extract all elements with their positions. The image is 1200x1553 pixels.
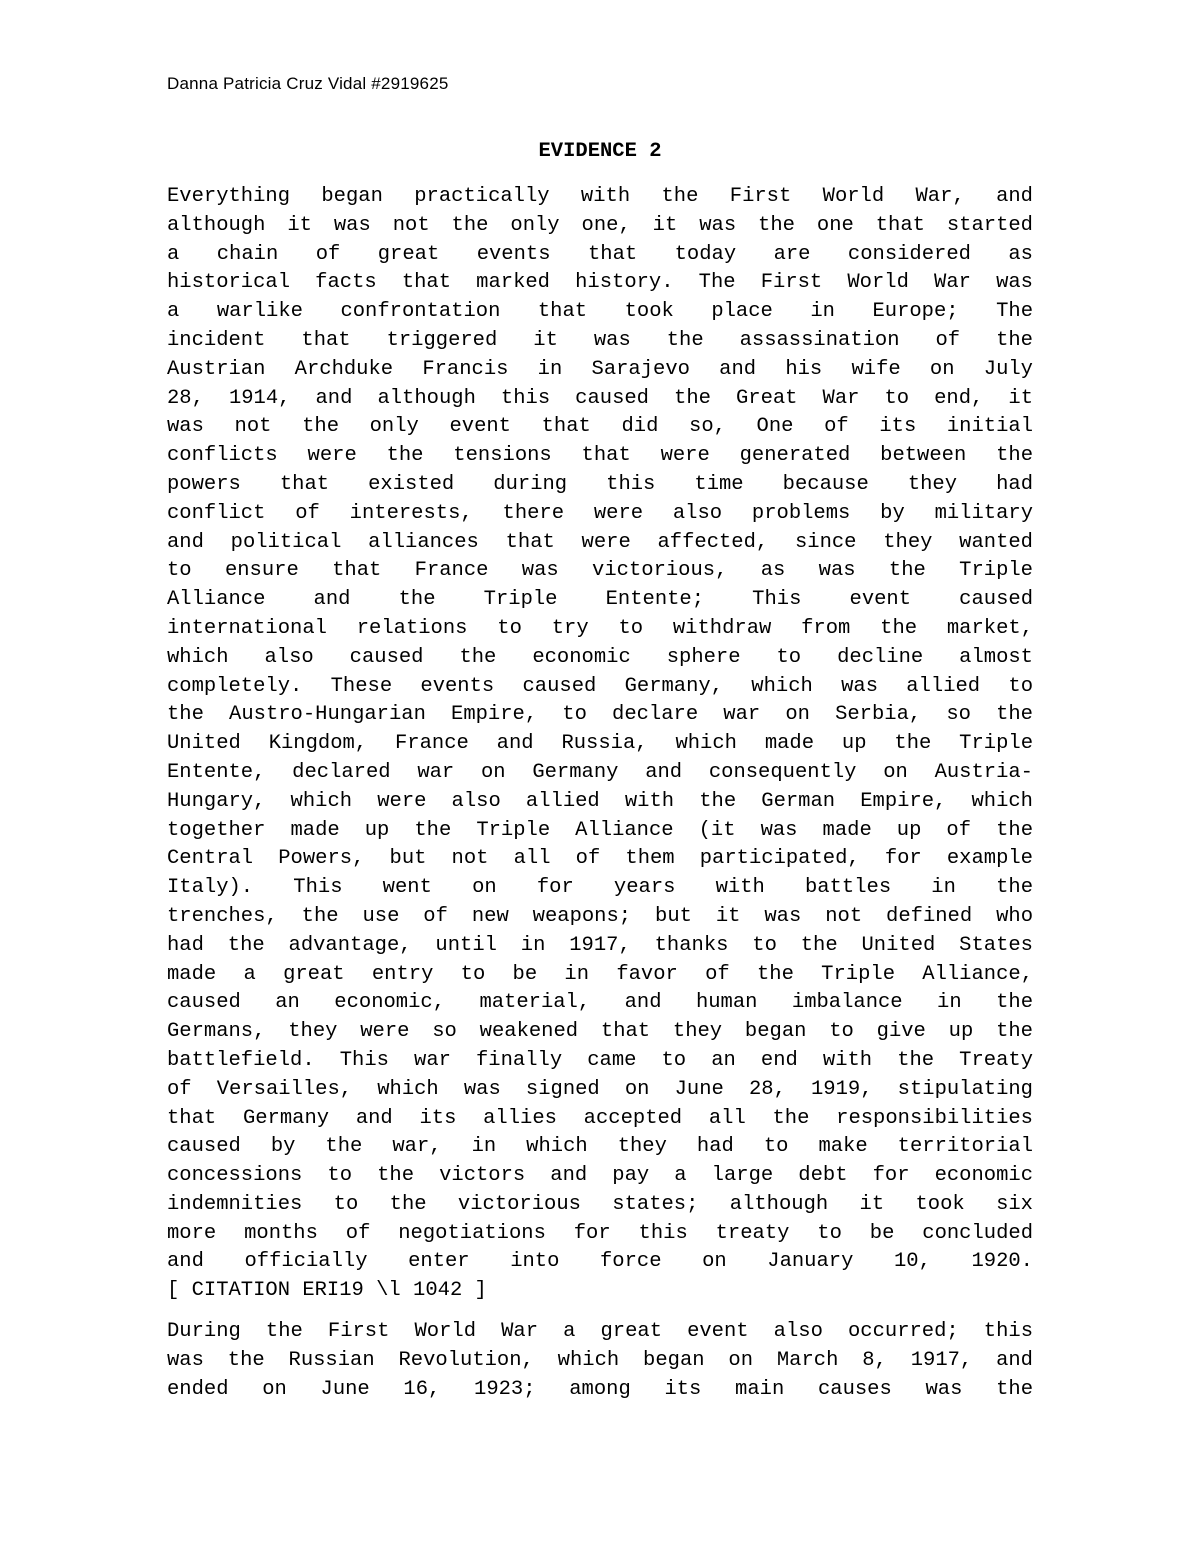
text-line: Hungary, which were also allied with the German Empire, which <box>167 789 1033 813</box>
text-line: of Versailles, which was signed on June 28, 1919, stipulating <box>167 1077 1033 1101</box>
text-line: Austrian Archduke Francis in Sarajevo and his wife on July <box>167 357 1033 381</box>
text-line: Alliance and the Triple Entente; This event caused <box>167 588 1033 612</box>
text-line: Italy). This went on for years with battles in the <box>167 876 1033 900</box>
author-header: Danna Patricia Cruz Vidal #2919625 <box>167 74 449 93</box>
text-line: Germans, they were so weakened that they began to give up the <box>167 1020 1033 1044</box>
text-line: During the First World War a great event also occurred; this <box>167 1320 1033 1343</box>
text-line: incident that triggered it was the assassination of the <box>167 328 1033 352</box>
text-line: that Germany and its allies accepted all the responsibilities <box>167 1106 1033 1130</box>
text-line: 28, 1914, and although this caused the Great War to end, it <box>167 386 1033 410</box>
text-line: battlefield. This war finally came to an end with the Treaty <box>167 1048 1033 1072</box>
text-line: indemnities to the victorious states; although it took six <box>167 1192 1033 1216</box>
text-line: had the advantage, until in 1917, thanks to the United States <box>167 933 1033 957</box>
text-line: was the Russian Revolution, which began on March 8, 1917, and <box>167 1348 1033 1372</box>
text-line: and officially enter into force on January 10, 1920. <box>167 1250 1033 1274</box>
text-line: although it was not the only one, it was the one that started <box>167 213 1033 237</box>
text-line: caused an economic, material, and human imbalance in the <box>167 991 1033 1015</box>
text-line: and political alliances that were affected, since they wanted <box>167 530 1033 554</box>
document-title: EVIDENCE 2 <box>538 140 662 163</box>
text-line: more months of negotiations for this treaty to be concluded <box>167 1221 1033 1245</box>
text-line: concessions to the victors and pay a large debt for economic <box>167 1164 1033 1188</box>
text-line: Entente, declared war on Germany and consequently on Austria- <box>167 760 1033 784</box>
text-line: a warlike confrontation that took place in Europe; The <box>167 300 1033 324</box>
text-line: conflicts were the tensions that were generated between the <box>167 444 1033 468</box>
paragraph-1 <box>167 183 1033 1306</box>
text-line: was not the only event that did so, One of its initial <box>167 415 1033 439</box>
text-line: ended on June 16, 1923; among its main causes was the <box>167 1377 1033 1401</box>
text-line: Central Powers, but not all of them participated, for example <box>167 847 1033 871</box>
text-line: [ CITATION ERI19 \l 1042 ] <box>167 1279 487 1303</box>
text-line: caused by the war, in which they had to make territorial <box>167 1135 1033 1159</box>
text-line: international relations to try to withdraw from the market, <box>167 616 1033 640</box>
text-line: the Austro-Hungarian Empire, to declare war on Serbia, so the <box>167 703 1033 727</box>
text-line: historical facts that marked history. The First World War was <box>167 271 1033 295</box>
text-line: conflict of interests, there were also problems by military <box>167 501 1033 525</box>
text-line: to ensure that France was victorious, as was the Triple <box>167 559 1033 583</box>
text-line: together made up the Triple Alliance (it was made up of the <box>167 818 1033 842</box>
text-line: completely. These events caused Germany, which was allied to <box>167 674 1033 698</box>
text-line: powers that existed during this time because they had <box>167 472 1033 496</box>
text-line: Everything began practically with the First World War, and <box>167 185 1033 208</box>
text-line: which also caused the economic sphere to decline almost <box>167 645 1033 669</box>
text-line: United Kingdom, France and Russia, which made up the Triple <box>167 732 1033 756</box>
paragraph-2 <box>167 1318 1033 1404</box>
text-line: trenches, the use of new weapons; but it was not defined who <box>167 904 1033 928</box>
text-line: a chain of great events that today are considered as <box>167 242 1033 266</box>
text-line: made a great entry to be in favor of the Triple Alliance, <box>167 962 1033 986</box>
